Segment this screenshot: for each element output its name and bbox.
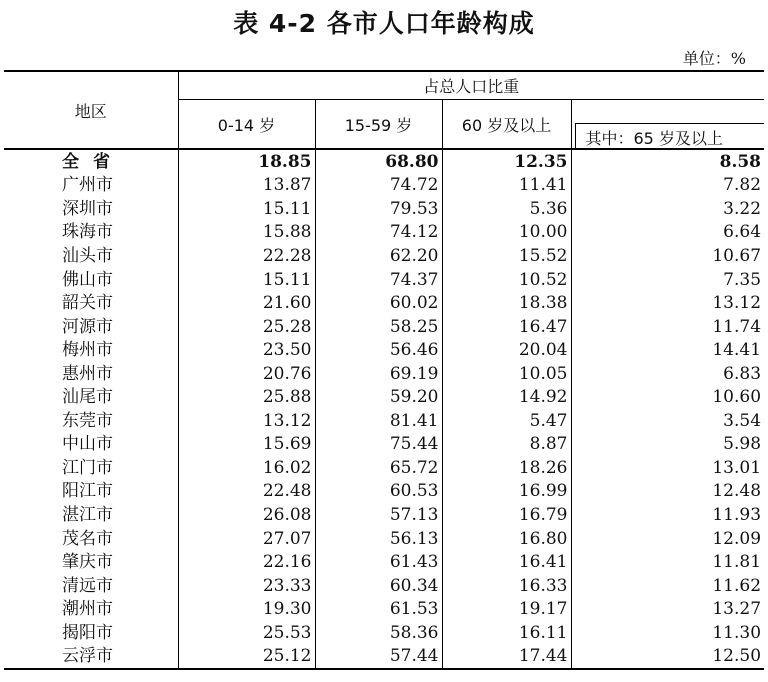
value-cell: 13.01 xyxy=(712,457,762,478)
region-name: 惠州市 xyxy=(4,362,178,386)
table-row xyxy=(4,291,764,315)
value-cell: 11.74 xyxy=(712,316,762,337)
region-name: 湛江市 xyxy=(4,503,178,527)
region-name: 韶关市 xyxy=(4,291,178,315)
value-cell: 15.11 xyxy=(178,197,315,221)
header-region: 地区 xyxy=(4,71,178,149)
value-cell: 26.08 xyxy=(178,503,315,527)
region-name: 东莞市 xyxy=(4,409,178,433)
value-cell: 3.54 xyxy=(723,410,762,431)
value-cell: 3.22 xyxy=(723,198,762,219)
value-cell: 15.52 xyxy=(442,244,571,268)
value-cell: 20.76 xyxy=(178,362,315,386)
value-cell: 21.60 xyxy=(178,291,315,315)
value-cell: 13.12 xyxy=(712,293,762,314)
value-cell: 11.41 xyxy=(442,174,571,198)
unit-label: 单位：% xyxy=(682,49,746,68)
value-cell: 16.47 xyxy=(442,315,571,339)
value-cell: 8.58 xyxy=(719,151,762,172)
value-cell: 15.88 xyxy=(178,221,315,245)
value-cell: 12.48 xyxy=(712,481,762,502)
value-cell: 12.50 xyxy=(571,644,764,669)
table-row xyxy=(4,268,764,292)
value-cell: 16.80 xyxy=(442,527,571,551)
value-cell: 11.93 xyxy=(712,504,762,525)
value-cell: 18.85 xyxy=(178,149,315,174)
header-col-60-plus: 60 岁及以上 xyxy=(442,100,571,150)
value-cell: 74.37 xyxy=(315,268,442,292)
table-row-total xyxy=(4,149,764,174)
value-cell: 16.79 xyxy=(442,503,571,527)
value-cell: 22.48 xyxy=(178,480,315,504)
value-cell: 11.81 xyxy=(712,552,762,573)
value-cell: 61.43 xyxy=(315,550,442,574)
value-cell: 62.20 xyxy=(315,244,442,268)
value-cell: 15.11 xyxy=(178,268,315,292)
table-row xyxy=(4,362,764,386)
value-cell: 17.44 xyxy=(442,644,571,669)
region-name: 佛山市 xyxy=(4,268,178,292)
value-cell: 69.19 xyxy=(315,362,442,386)
value-cell: 12.35 xyxy=(442,149,571,174)
table-row xyxy=(4,433,764,457)
value-cell: 16.33 xyxy=(442,574,571,598)
value-cell: 74.72 xyxy=(315,174,442,198)
value-cell: 16.41 xyxy=(442,550,571,574)
table-row xyxy=(4,621,764,645)
value-cell: 23.50 xyxy=(178,338,315,362)
value-cell: 6.64 xyxy=(723,222,762,243)
age-structure-table xyxy=(4,70,764,670)
table-row xyxy=(4,503,764,527)
table-row xyxy=(4,409,764,433)
value-cell: 22.28 xyxy=(178,244,315,268)
value-cell: 10.67 xyxy=(712,245,762,266)
value-cell: 79.53 xyxy=(315,197,442,221)
table-row xyxy=(4,244,764,268)
region-name: 汕尾市 xyxy=(4,385,178,409)
value-cell: 65.72 xyxy=(315,456,442,480)
value-cell: 6.83 xyxy=(723,363,762,384)
table-row xyxy=(4,221,764,245)
table-row xyxy=(4,644,764,669)
table-row xyxy=(4,338,764,362)
value-cell: 58.36 xyxy=(315,621,442,645)
value-cell: 25.88 xyxy=(178,385,315,409)
value-cell: 11.62 xyxy=(712,575,762,596)
value-cell: 13.12 xyxy=(178,409,315,433)
region-name: 揭阳市 xyxy=(4,621,178,645)
value-cell: 25.12 xyxy=(178,644,315,669)
table-row xyxy=(4,480,764,504)
value-cell: 25.53 xyxy=(178,621,315,645)
header-col-65-plus xyxy=(571,100,764,150)
table-row xyxy=(4,527,764,551)
region-name: 江门市 xyxy=(4,456,178,480)
value-cell: 14.92 xyxy=(442,385,571,409)
table-body xyxy=(4,149,764,669)
value-cell: 7.35 xyxy=(723,269,762,290)
value-cell: 19.30 xyxy=(178,597,315,621)
value-cell: 81.41 xyxy=(315,409,442,433)
value-cell: 10.00 xyxy=(442,221,571,245)
value-cell: 27.07 xyxy=(178,527,315,551)
value-cell: 57.44 xyxy=(315,644,442,669)
table-row xyxy=(4,550,764,574)
region-name: 茂名市 xyxy=(4,527,178,551)
table-row xyxy=(4,597,764,621)
value-cell: 59.20 xyxy=(315,385,442,409)
value-cell: 58.25 xyxy=(315,315,442,339)
value-cell: 13.27 xyxy=(712,599,762,620)
region-name: 深圳市 xyxy=(4,197,178,221)
table-row xyxy=(4,456,764,480)
region-name: 潮州市 xyxy=(4,597,178,621)
region-name: 清远市 xyxy=(4,574,178,598)
value-cell: 16.11 xyxy=(442,621,571,645)
region-name: 中山市 xyxy=(4,433,178,457)
region-name: 广州市 xyxy=(4,174,178,198)
value-cell: 13.87 xyxy=(178,174,315,198)
region-name: 珠海市 xyxy=(4,221,178,245)
table-title: 表 4-2 各市人口年龄构成 xyxy=(233,9,535,38)
value-cell: 5.47 xyxy=(442,409,571,433)
region-name: 河源市 xyxy=(4,315,178,339)
region-name: 全省 xyxy=(4,149,178,174)
value-cell: 8.87 xyxy=(442,433,571,457)
value-cell: 16.99 xyxy=(442,480,571,504)
region-name: 梅州市 xyxy=(4,338,178,362)
value-cell: 11.30 xyxy=(712,622,762,643)
table-row xyxy=(4,197,764,221)
value-cell: 12.09 xyxy=(712,528,762,549)
value-cell: 7.82 xyxy=(723,175,762,196)
table-row xyxy=(4,315,764,339)
value-cell: 60.53 xyxy=(315,480,442,504)
value-cell: 23.33 xyxy=(178,574,315,598)
value-cell: 60.34 xyxy=(315,574,442,598)
value-cell: 10.60 xyxy=(712,387,762,408)
value-cell: 57.13 xyxy=(315,503,442,527)
value-cell: 61.53 xyxy=(315,597,442,621)
table-row xyxy=(4,174,764,198)
header-col-0-14: 0-14 岁 xyxy=(178,100,315,150)
region-name: 云浮市 xyxy=(4,644,178,669)
value-cell: 18.26 xyxy=(442,456,571,480)
value-cell: 5.98 xyxy=(723,434,762,455)
value-cell: 20.04 xyxy=(442,338,571,362)
value-cell: 25.28 xyxy=(178,315,315,339)
header-sub-65: 其中：65 岁及以上 xyxy=(575,123,765,148)
region-name: 阳江市 xyxy=(4,480,178,504)
value-cell: 10.52 xyxy=(442,268,571,292)
header-group: 占总人口比重 xyxy=(178,71,764,100)
value-cell: 15.69 xyxy=(178,433,315,457)
table-row xyxy=(4,385,764,409)
value-cell: 10.05 xyxy=(442,362,571,386)
value-cell: 56.46 xyxy=(315,338,442,362)
value-cell: 18.38 xyxy=(442,291,571,315)
value-cell: 60.02 xyxy=(315,291,442,315)
value-cell: 22.16 xyxy=(178,550,315,574)
value-cell: 5.36 xyxy=(442,197,571,221)
region-name: 肇庆市 xyxy=(4,550,178,574)
value-cell: 75.44 xyxy=(315,433,442,457)
region-name: 汕头市 xyxy=(4,244,178,268)
value-cell: 74.12 xyxy=(315,221,442,245)
header-col-15-59: 15-59 岁 xyxy=(315,100,442,150)
value-cell: 14.41 xyxy=(712,340,762,361)
value-cell: 56.13 xyxy=(315,527,442,551)
value-cell: 16.02 xyxy=(178,456,315,480)
value-cell: 19.17 xyxy=(442,597,571,621)
table-row xyxy=(4,574,764,598)
value-cell: 68.80 xyxy=(315,149,442,174)
